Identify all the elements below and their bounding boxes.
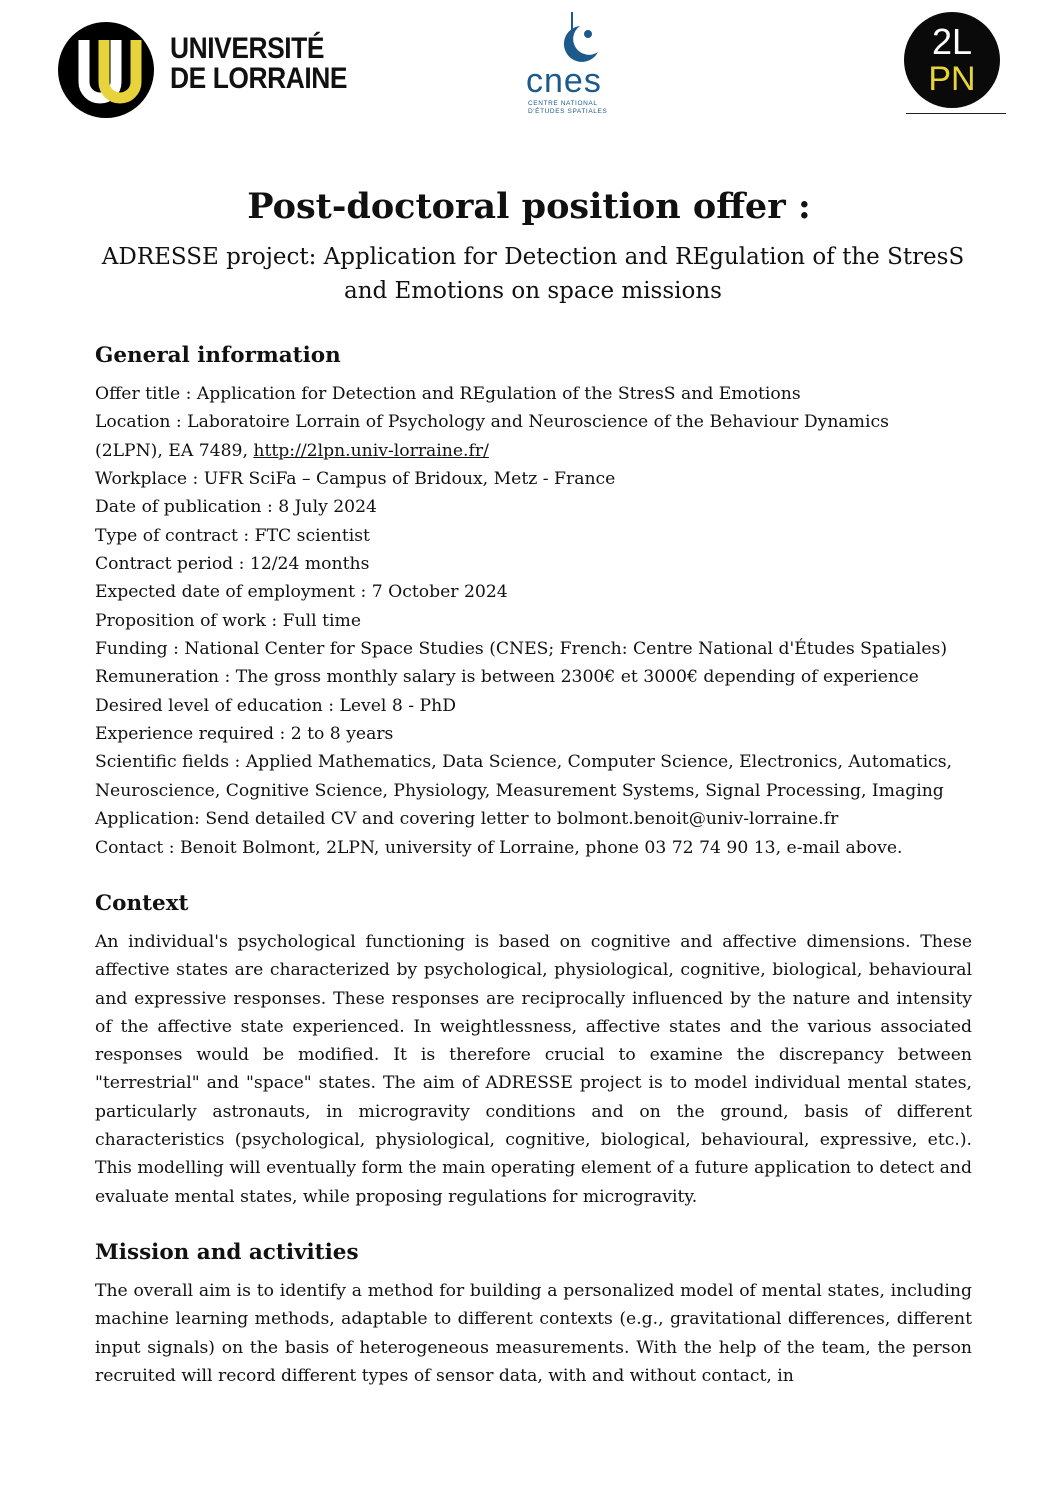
- 2lpn-logo-line2: PN: [928, 60, 976, 98]
- contract-type-line: Type of contract : FTC scientist: [95, 525, 370, 546]
- experience-line: Experience required : 2 to 8 years: [95, 724, 394, 745]
- location-line-cont: [95, 437, 975, 465]
- ul-emblem-icon: [58, 22, 154, 118]
- cnes-subtitle-line1: CENTRE NATIONAL: [528, 100, 598, 107]
- workplace-line: Workplace : UFR SciFa – Campus of Bridoux, Metz - France: [95, 469, 616, 490]
- offer-title-line: Offer title : Application for Detection and REgulation of the StresS and Emotions: [95, 384, 801, 404]
- page-subtitle: ADRESSE project: Application for Detection and REgulation of the StresS and Emotions on space missions: [101, 244, 965, 304]
- 2lpn-logo: [904, 12, 1006, 116]
- cnes-emblem-icon: [522, 8, 632, 68]
- cnes-logo: [522, 8, 632, 116]
- publication-date-line: Date of publication : 8 July 2024: [95, 497, 377, 518]
- application-line: Application: Send detailed CV and covering letter to bolmont.benoit@univ-lorraine.fr: [95, 809, 839, 830]
- universite-de-lorraine-logo: [58, 20, 348, 118]
- general-information-heading: General information: [95, 343, 341, 368]
- contract-period-line: Contract period : 12/24 months: [95, 554, 370, 575]
- contact-line: Contact : Benoit Bolmont, 2LPN, university of Lorraine, phone 03 72 74 90 13, e-mail above.: [95, 837, 903, 858]
- education-line: Desired level of education : Level 8 - PhD: [95, 695, 456, 716]
- ul-logo-line2: DE LORRAINE: [170, 62, 348, 95]
- location-cont-text: (2LPN), EA 7489,: [95, 440, 254, 461]
- proposition-line: Proposition of work : Full time: [95, 610, 361, 631]
- general-information-list: [95, 380, 975, 862]
- 2lpn-underline: [906, 113, 1006, 114]
- remuneration-line: Remuneration : The gross monthly salary is between 2300€ et 3000€ depending of experience: [95, 667, 919, 688]
- scientific-fields-line-cont: Neuroscience, Cognitive Science, Physiology, Measurement Systems, Signal Processing, Imaging: [95, 780, 944, 801]
- ul-logo-text: [170, 34, 347, 94]
- context-paragraph: An individual's psychological functioning is based on cognitive and affective dimensions. These affective states are characterized by psychological, physiological, cognitive, biological, behavioural and expressive responses. These responses are reciprocally influenced by the nature and intensity of the affective state experienced. In weightlessness, affective states and the various associated responses would be modified. It is therefore crucial to examine the discrepancy between "terrestrial" and "space" states. The aim of ADRESSE project is to model individual mental states, particularly astronauts, in microgravity conditions and on the ground, basis of different characteristics (psychological, physiological, cognitive, biological, behavioural, expressive, etc.). This modelling will eventually form the main operating element of a future application to detect and evaluate mental states, while proposing regulations for microgravity.: [95, 932, 972, 1207]
- 2lpn-logo-line1: 2L: [931, 21, 973, 62]
- expected-date-line: Expected date of employment : 7 October 2024: [95, 582, 508, 603]
- cnes-subtitle: [528, 100, 628, 115]
- lab-website-link[interactable]: http://2lpn.univ-lorraine.fr/: [253, 440, 489, 461]
- location-line: Location : Laboratoire Lorrain of Psychology and Neuroscience of the Behaviour Dynamics: [95, 412, 889, 433]
- cnes-subtitle-line2: D'ÉTUDES SPATIALES: [528, 107, 608, 115]
- mission-heading: Mission and activities: [95, 1240, 359, 1265]
- 2lpn-emblem: [904, 12, 1000, 108]
- funding-line: Funding : National Center for Space Studies (CNES; French: Centre National d'Études Spatiales): [95, 639, 948, 660]
- scientific-fields-line: Scientific fields : Applied Mathematics, Data Science, Computer Science, Electronics, Automatics,: [95, 752, 952, 773]
- mission-paragraph: The overall aim is to identify a method for building a personalized model of mental states, including machine learning methods, adaptable to different contexts (e.g., gravitational differences, different input signals) on the basis of heterogeneous measurements. With the help of the team, the person recruited will record different types of sensor data, with and without contact, in: [95, 1281, 972, 1386]
- context-heading: Context: [95, 891, 189, 916]
- cnes-wordmark: cnes: [526, 62, 602, 100]
- page-title: Post-doctoral position offer :: [247, 186, 811, 227]
- ul-logo-line1: UNIVERSITÉ: [170, 32, 325, 65]
